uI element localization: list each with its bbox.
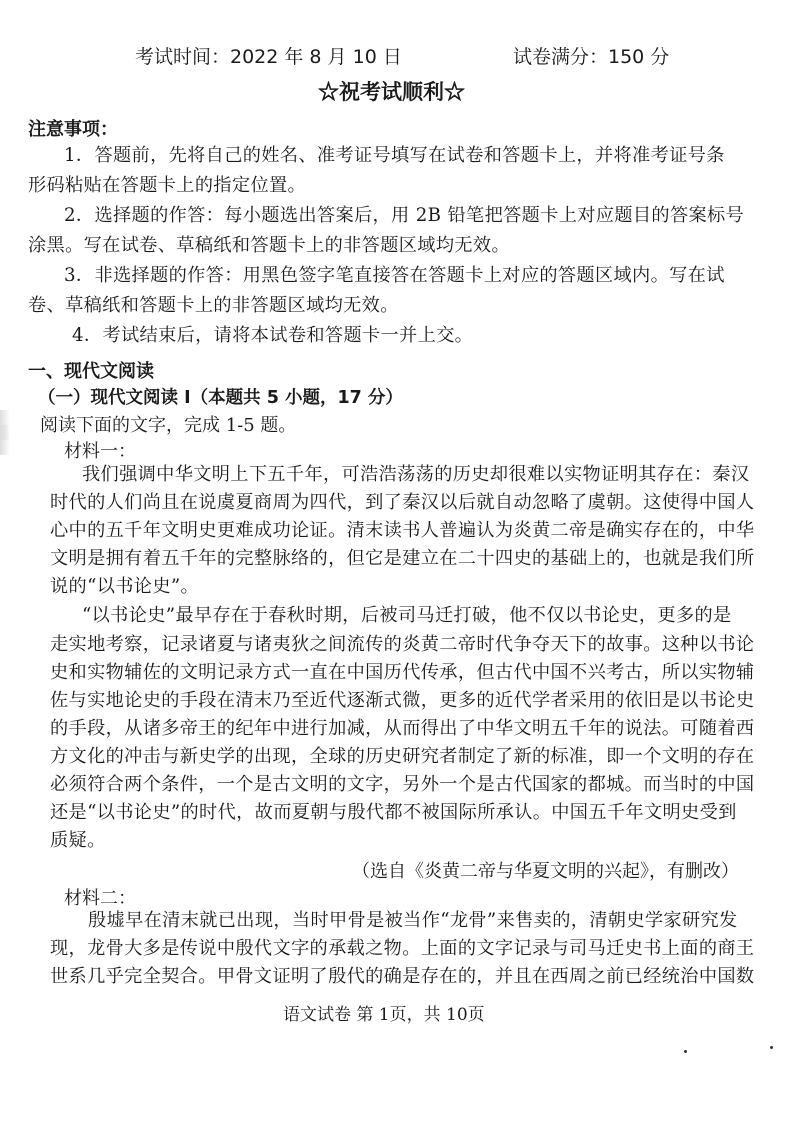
note-line: 2．选择题的作答：每小题选出答案后，用 2B 铅笔把答题卡上对应题目的答案标号 xyxy=(64,205,745,226)
notes-heading: 注意事项： xyxy=(28,119,118,140)
material1-line: 心中的五千年文明史更难成功论证。清末读书人普遍认为炎黄二帝是确实存在的，中华 xyxy=(50,520,755,541)
material1-line: 必须符合两个条件，一个是古文明的文字，另外一个是古代国家的都城。而当时的中国 xyxy=(50,774,755,795)
section-subtitle: （一）现代文阅读 I（本题共 5 小题，17 分） xyxy=(38,388,403,408)
material1-line: 还是“以书论史”的时代，故而夏朝与殷代都不被国际所承认。中国五千年文明史受到 xyxy=(50,802,737,823)
material1-line: 史和实物辅佐的文明记录方式一直在中国历代传承，但古代中国不兴考古，所以实物辅 xyxy=(50,662,755,683)
material1-source: （选自《炎黄二帝与华夏文明的兴起》，有删改） xyxy=(352,861,739,882)
material1-label: 材料一： xyxy=(64,441,136,462)
material1-line: 佐与实地论史的手段在清末乃至近代逐渐式微，更多的近代学者采用的依旧是以书论史 xyxy=(50,690,755,711)
material2-line: 殷墟早在清末就已出现，当时甲骨是被当作“龙骨”来售卖的，清朝史学家研究发 xyxy=(88,910,738,931)
material1-line: 质疑。 xyxy=(50,830,106,851)
full-score: 试卷满分：150 分 xyxy=(513,46,670,68)
page-footer: 语文试卷 第 1页，共 10页 xyxy=(283,1005,485,1025)
material2-line: 世系几乎完全契合。甲骨文证明了殷代的确是存在的，并且在西周之前已经统治中国数 xyxy=(50,966,755,987)
material1-line: 说的“以书论史”。 xyxy=(50,576,200,597)
note-line: 卷、草稿纸和答题卡上的非答题区域均无效。 xyxy=(28,295,399,316)
material2-line: 现，龙骨大多是传说中殷代文字的承载之物。上面的文字记录与司马迁史书上面的商王 xyxy=(50,938,755,959)
note-line: 形码粘贴在答题卡上的指定位置。 xyxy=(28,175,307,196)
note-line: 涂黑。写在试卷、草稿纸和答题卡上的非答题区域均无效。 xyxy=(28,235,510,256)
material1-line: 走实地考察，记录诸夏与诸夷狄之间流传的炎黄二帝时代争夺天下的故事。这种以书论 xyxy=(50,634,755,655)
section-instruction: 阅读下面的文字，完成 1-5 题。 xyxy=(40,415,297,436)
material2-label: 材料二： xyxy=(64,888,136,909)
material1-line: 的手段，从诸多帝王的纪年中进行加减，从而得出了中华文明五千年的说法。可随着西 xyxy=(50,718,755,739)
note-line: 3．非选择题的作答：用黑色签字笔直接答在答题卡上对应的答题区域内。写在试 xyxy=(64,265,725,286)
material1-line: 我们强调中华文明上下五千年，可浩浩荡荡的历史却很难以实物证明其存在：秦汉 xyxy=(82,464,750,485)
exam-wish: ☆祝考试顺利☆ xyxy=(318,79,465,104)
note-line: 4．考试结束后，请将本试卷和答题卡一并上交。 xyxy=(72,325,474,346)
material1-line: 方文化的冲击与新史学的出现，全球的历史研究者制定了新的标准，即一个文明的存在 xyxy=(50,746,755,767)
scan-edge-mark xyxy=(0,425,10,455)
material1-line: 文明是拥有着五千年的完整脉络的，但它是建立在二十四史的基础上的，也就是我们所 xyxy=(50,548,755,569)
scan-speck xyxy=(684,1050,687,1053)
section-title: 一、现代文阅读 xyxy=(28,361,154,382)
material1-line: 时代的人们尚且在说虞夏商周为四代，到了秦汉以后就自动忽略了虞朝。这使得中国人 xyxy=(50,492,755,513)
material1-line: “以书论史”最早存在于春秋时期，后被司马迁打破，他不仅以书论史，更多的是 xyxy=(82,605,732,626)
exam-time: 考试时间：2022 年 8 月 10 日 xyxy=(135,46,402,68)
note-line: 1．答题前，先将自己的姓名、准考证号填写在试卷和答题卡上，并将准考证号条 xyxy=(64,145,725,166)
scan-speck xyxy=(770,1046,773,1049)
